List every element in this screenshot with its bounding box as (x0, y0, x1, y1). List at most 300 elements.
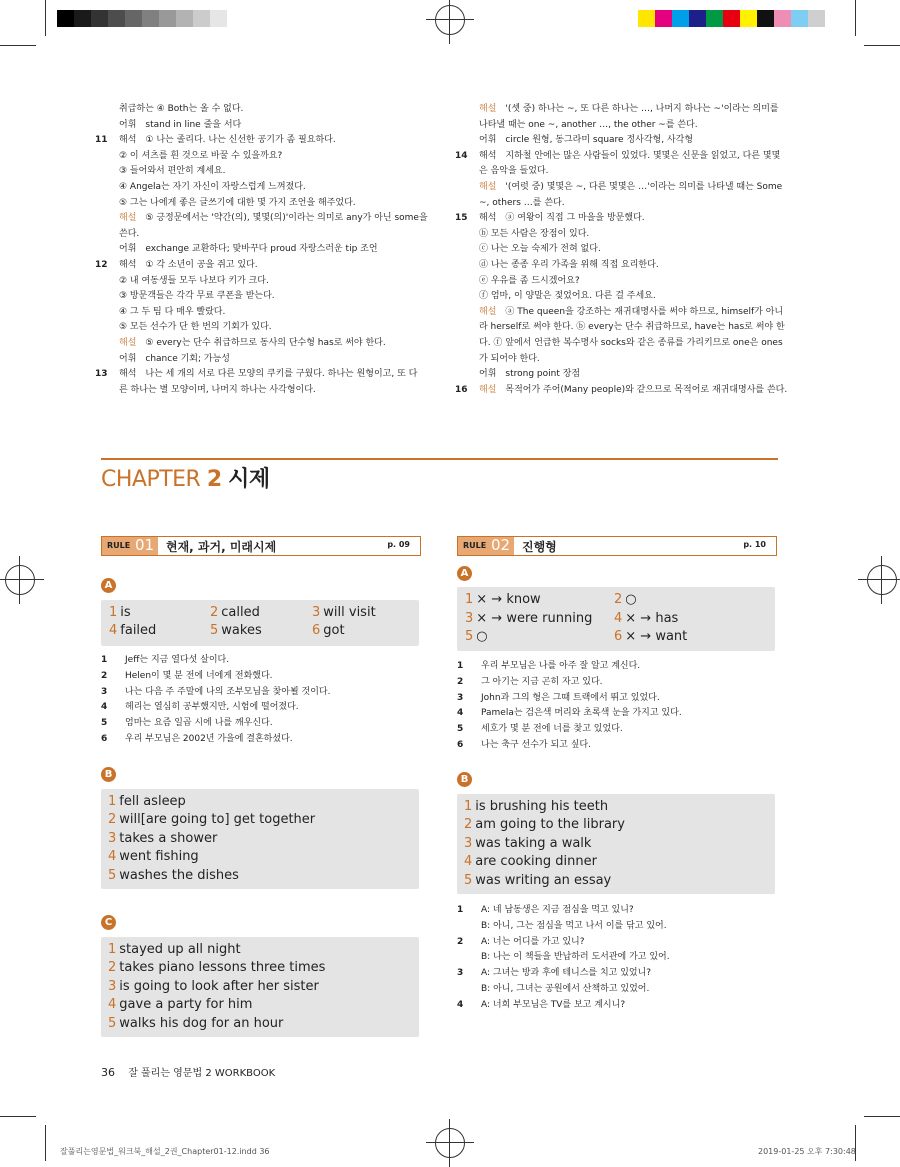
answer-text: 은 음악을 들었다. (479, 166, 549, 177)
translation-line (101, 669, 421, 685)
answer-number (455, 118, 479, 134)
answer-line (95, 320, 435, 336)
item-number: 1 (465, 592, 474, 607)
registration-mark (867, 565, 897, 595)
translation-number: 2 (457, 676, 464, 687)
item-text: went fishing (119, 849, 199, 865)
color-swatch (57, 10, 74, 27)
answer-tag: 해석 (479, 150, 497, 161)
answer-text: 다. ⓕ 앞에서 언급한 복수명사 socks와 같은 종류를 가리키므로 one은 ones (479, 337, 783, 348)
answer-text: '(여럿 중) 몇몇은 ~, 다른 몇몇은 …'이라는 의미를 나타낼 때는 Some (505, 181, 783, 192)
translation-number: 6 (101, 733, 108, 744)
rule2-b-translations (457, 903, 777, 1014)
color-swatch (655, 10, 672, 27)
answer-line (455, 383, 788, 399)
answer-line (455, 258, 785, 274)
answer-item (312, 605, 376, 620)
answer-text: exchange 교환하다; 맞바꾸다 proud 자랑스러운 tip 조언 (145, 244, 378, 255)
book-title: 잘 풀리는 영문법 2 WORKBOOK (128, 1068, 276, 1079)
answer-line (455, 320, 785, 336)
answer-number (455, 196, 479, 212)
rule-number: 01 (135, 536, 155, 554)
item-number: 5 (108, 1015, 117, 1031)
answer-line (95, 133, 435, 149)
answer-text: ② 내 여동생들 모두 나보다 키가 크다. (119, 275, 269, 286)
translation-line (101, 653, 421, 669)
answer-item (108, 942, 241, 957)
translation-number: 3 (457, 968, 464, 979)
translation-line (457, 738, 777, 754)
item-number: 2 (108, 960, 117, 976)
answer-number: 13 (95, 369, 108, 380)
answer-number (95, 320, 119, 336)
translation-text: 세호가 몇 분 전에 너를 찾고 있었다. (481, 724, 623, 735)
answer-line (455, 274, 785, 290)
registration-mark (435, 5, 465, 35)
answer-line (95, 149, 435, 165)
translation-number: 1 (457, 661, 464, 671)
answer-number (455, 258, 479, 274)
answer-line (95, 118, 435, 134)
answer-line (95, 242, 435, 258)
answer-text: 쓴다. (119, 228, 140, 239)
color-swatch (125, 10, 142, 27)
chapter-heading (101, 462, 270, 493)
grayscale-swatch-strip (57, 10, 227, 27)
answer-number (95, 180, 119, 196)
answer-tag: 어휘 (119, 353, 137, 364)
answer-line (455, 336, 785, 352)
answer-line (455, 196, 785, 212)
translation-text: A: 그녀는 방과 후에 테니스를 치고 있었니? (481, 968, 652, 979)
translation-line (101, 732, 421, 748)
item-text: called (221, 605, 260, 620)
answer-line (95, 383, 435, 399)
item-number: 2 (464, 817, 473, 833)
answer-item (108, 960, 325, 975)
answer-text: ⓔ 우유를 좀 드시겠어요? (479, 275, 580, 286)
answer-text: chance 기회; 가능성 (145, 353, 230, 364)
color-swatch (757, 10, 774, 27)
answer-number (95, 149, 119, 165)
item-number: 5 (210, 623, 219, 638)
answer-text: 취급하는 ④ Both는 올 수 없다. (119, 104, 244, 114)
chapter-number: 2 (206, 467, 222, 492)
section-b-marker: B (101, 767, 116, 782)
section-a-marker: A (101, 578, 116, 593)
color-swatch (706, 10, 723, 27)
answer-number (95, 211, 119, 227)
translation-text: John과 그의 형은 그때 트랙에서 뛰고 있었다. (481, 692, 660, 703)
item-number: 4 (108, 997, 117, 1013)
answer-item (109, 605, 131, 620)
answer-line (455, 180, 785, 196)
rule-number: 02 (491, 536, 511, 554)
item-number: 3 (464, 835, 473, 851)
answer-text: ⑤ every는 단수 취급하므로 동사의 단수형 has로 써야 한다. (145, 337, 386, 348)
answer-item (464, 854, 597, 869)
answer-number (95, 383, 119, 399)
answer-line (95, 367, 435, 383)
rule2-b-answer-box (457, 794, 775, 894)
item-text: is (120, 605, 131, 620)
answer-text: 라 herself로 써야 한다. ⓑ every는 단수 취급하므로, have는 has로 써야 한 (479, 322, 785, 333)
answer-number: 12 (95, 259, 108, 270)
answer-number (95, 118, 119, 134)
answer-tag: 어휘 (119, 119, 137, 130)
answer-text: 나타낼 때는 one ~, another …, the other ~를 쓴다. (479, 119, 698, 130)
rule-label: RULE (107, 541, 131, 550)
translation-text: 나는 다음 주 주말에 나의 조부모님을 찾아뵐 것이다. (125, 686, 331, 697)
rule1-a-answer-box (101, 600, 419, 646)
crop-mark (864, 45, 900, 46)
rule-02-header (457, 536, 777, 556)
item-number: 2 (108, 812, 117, 828)
answer-number (455, 227, 479, 243)
translation-text: 나는 축구 선수가 되고 싶다. (481, 739, 591, 750)
answer-tag: 해설 (479, 104, 497, 114)
rule-badge (102, 537, 158, 555)
translation-line (101, 700, 421, 716)
translation-number (457, 919, 481, 935)
answer-line (455, 211, 785, 227)
answer-line (95, 102, 435, 118)
answer-item (464, 873, 611, 888)
rule-title: 현재, 과거, 미래시제 (166, 540, 277, 554)
item-text: got (323, 623, 345, 638)
answer-number (455, 305, 479, 321)
answer-number: 16 (455, 384, 468, 395)
answer-number: 15 (455, 213, 468, 224)
section-a-marker: A (457, 566, 472, 581)
answer-item (614, 611, 678, 626)
translation-text: Pamela는 검은색 머리와 초록색 눈을 가지고 있다. (481, 708, 682, 719)
answer-item (210, 605, 260, 620)
print-timestamp: 2019-01-25 오후 7:30:48 (758, 1147, 856, 1156)
answer-tag: 해설 (119, 337, 137, 348)
translation-number: 5 (101, 718, 108, 729)
answer-text: '(셋 중) 하나는 ~, 또 다른 하나는 …, 나머지 하나는 ~'이라는 의미를 (505, 104, 779, 114)
answer-line (455, 118, 785, 134)
color-swatch (723, 10, 740, 27)
item-number: 1 (109, 605, 118, 620)
translation-line (457, 919, 777, 935)
item-number: 3 (108, 978, 117, 994)
translation-number: 2 (457, 936, 464, 947)
item-number: 4 (614, 610, 623, 626)
answer-line (95, 196, 435, 212)
translation-line (457, 935, 777, 951)
answer-number (95, 274, 119, 290)
answer-line (455, 352, 785, 368)
answer-number (455, 274, 479, 290)
answer-text: ⓑ 모든 사람은 장점이 있다. (479, 228, 590, 239)
answer-text: ⓐ The queen을 강조하는 재귀대명사를 써야 하므로, himself가 아니 (505, 306, 784, 317)
section-b-marker: B (457, 772, 472, 787)
answer-number (95, 352, 119, 368)
answer-item (312, 623, 345, 638)
color-swatch (774, 10, 791, 27)
translation-line (457, 675, 777, 691)
item-text: was writing an essay (475, 872, 612, 888)
translation-text: B: 아니, 그는 점심을 먹고 나서 이를 닦고 있어. (481, 920, 667, 931)
answer-item (464, 799, 608, 814)
translation-line (457, 950, 777, 966)
crop-mark (0, 45, 36, 46)
answer-number (95, 102, 119, 118)
answer-line (95, 305, 435, 321)
translation-line (457, 903, 777, 919)
rule2-a-answer-box (457, 587, 775, 651)
item-number: 6 (614, 629, 623, 645)
item-text: are cooking dinner (475, 854, 597, 870)
item-text: is brushing his teeth (475, 799, 609, 814)
item-number: 5 (108, 867, 117, 883)
translation-text: 헤리는 열심히 공부했지만, 시험에 떨어졌다. (125, 702, 299, 713)
item-number: 5 (464, 872, 473, 888)
answer-item (465, 629, 488, 644)
translation-number: 2 (101, 670, 108, 681)
item-number: 4 (108, 849, 117, 865)
item-number: 1 (108, 794, 117, 809)
answer-line (455, 133, 785, 149)
answer-line (95, 289, 435, 305)
item-text: stayed up all night (119, 942, 241, 957)
item-text: will visit (323, 605, 376, 620)
answer-text: ⑤ 모든 선수가 단 한 번의 기회가 있다. (119, 322, 272, 333)
color-swatch (193, 10, 210, 27)
translation-line (457, 722, 777, 738)
item-text: × → want (625, 629, 688, 645)
page-footer (101, 1064, 275, 1079)
rule-page-ref: p. 09 (387, 540, 410, 549)
answer-line (455, 305, 785, 321)
answer-number (455, 352, 479, 368)
answer-text: ⓓ 나는 종종 우리 가족을 위해 직접 요리한다. (479, 259, 659, 270)
item-text: gave a party for him (119, 997, 253, 1013)
rule2-a-translations (457, 659, 777, 754)
answer-line (95, 180, 435, 196)
answer-tag: 해설 (479, 384, 497, 395)
answer-line (455, 164, 785, 180)
item-text: walks his dog for an hour (119, 1015, 284, 1031)
answer-line (95, 227, 435, 243)
answer-line (95, 352, 435, 368)
answer-tag: 해석 (119, 135, 137, 146)
color-swatch (808, 10, 825, 27)
answer-number (95, 305, 119, 321)
answer-tag: 어휘 (479, 135, 497, 146)
color-swatch (108, 10, 125, 27)
chapter-title: 시제 (228, 467, 270, 492)
answer-item (108, 794, 186, 809)
item-text: ○ (625, 592, 637, 607)
answer-item (108, 979, 319, 994)
answer-number (455, 164, 479, 180)
item-text: × → know (476, 592, 541, 607)
answer-text: ① 나는 졸리다. 나는 신선한 공기가 좀 필요하다. (145, 135, 336, 146)
answer-number (95, 242, 119, 258)
answer-tag: 해설 (479, 181, 497, 192)
answer-tag: 해석 (119, 259, 137, 270)
translation-line (457, 982, 777, 998)
translation-number (457, 982, 481, 998)
crop-mark (45, 0, 46, 36)
answer-item (614, 592, 637, 607)
color-swatch (176, 10, 193, 27)
item-number: 3 (465, 610, 474, 626)
answer-text: ⓕ 엄마, 이 양말은 젖었어요. 다른 걸 주세요. (479, 291, 656, 302)
rule1-c-answer-box (101, 937, 419, 1037)
answer-text: ② 이 셔츠를 흰 것으로 바꿀 수 있을까요? (119, 150, 283, 161)
answer-text: ① 각 소년이 공을 쥐고 있다. (145, 259, 258, 270)
color-swatch (638, 10, 655, 27)
answer-number (95, 227, 119, 243)
answer-item (108, 831, 217, 846)
translation-text: B: 아니, 그녀는 공원에서 산책하고 있었어. (481, 983, 650, 994)
crop-mark (0, 1116, 36, 1117)
answer-text: ⑤ 그는 나에게 좋은 글쓰기에 대한 몇 가지 조언을 해주었다. (119, 197, 356, 208)
answer-tag: 어휘 (479, 369, 497, 380)
answer-column-right (455, 102, 788, 398)
item-number: 4 (109, 623, 118, 638)
translation-number: 1 (101, 655, 108, 665)
answer-number (95, 289, 119, 305)
answer-number (455, 242, 479, 258)
item-number: 2 (210, 605, 219, 620)
answer-text: ③ 방문객들은 각각 무료 쿠폰을 받는다. (119, 291, 275, 302)
answer-tag: 해설 (119, 213, 137, 224)
translation-text: A: 너는 어디를 가고 있니? (481, 936, 585, 947)
translation-text: B: 나는 이 책들을 반납하러 도서관에 가고 있어. (481, 952, 670, 963)
answer-text: ③ 들어와서 편안히 계세요. (119, 166, 226, 177)
item-number: 1 (464, 799, 473, 814)
answer-item (614, 629, 687, 644)
rule-badge (458, 537, 514, 555)
color-swatch-strip (638, 10, 825, 27)
rule-title: 진행형 (522, 540, 557, 554)
answer-line (95, 336, 435, 352)
translation-text: Jeff는 지금 열다섯 살이다. (125, 655, 230, 665)
rule-page-ref: p. 10 (743, 540, 766, 549)
answer-item (108, 997, 252, 1012)
answer-column-left (95, 102, 435, 398)
rule-01-header (101, 536, 421, 556)
answer-item (465, 592, 541, 607)
answer-line (95, 274, 435, 290)
answer-item (108, 1016, 283, 1031)
rule1-a-translations (101, 653, 421, 748)
rule-label: RULE (463, 541, 487, 550)
color-swatch (210, 10, 227, 27)
answer-text: ⑤ 긍정문에서는 '약간(의), 몇몇(의)'이라는 의미로 any가 아닌 some을 (145, 213, 428, 224)
translation-line (101, 685, 421, 701)
answer-text: 나는 세 개의 서로 다른 모양의 쿠키를 구웠다. 하나는 원형이고, 또 다 (145, 369, 418, 380)
translation-text: A: 네 남동생은 지금 점심을 먹고 있니? (481, 905, 634, 915)
answer-item (109, 623, 156, 638)
translation-line (457, 966, 777, 982)
answer-number (455, 180, 479, 196)
translation-number: 4 (457, 999, 464, 1010)
item-number: 6 (312, 623, 321, 638)
answer-text: ~, others …를 쓴다. (479, 197, 565, 208)
answer-number (455, 133, 479, 149)
color-swatch (142, 10, 159, 27)
translation-line (457, 691, 777, 707)
answer-item (108, 849, 199, 864)
crop-mark (855, 0, 856, 36)
translation-text: A: 너희 부모님은 TV를 보고 계시니? (481, 999, 626, 1010)
translation-text: 엄마는 요즘 일곱 시에 나를 깨우신다. (125, 718, 273, 729)
item-number: 5 (465, 629, 474, 645)
item-text: will[are going to] get together (119, 812, 316, 828)
color-swatch (791, 10, 808, 27)
item-number: 4 (464, 854, 473, 870)
answer-number: 11 (95, 135, 108, 146)
answer-text: stand in line 줄을 서다 (145, 119, 242, 130)
answer-text: ④ 그 두 팀 다 매우 빨랐다. (119, 306, 226, 317)
answer-line (455, 227, 785, 243)
translation-text: 우리 부모님은 2002년 가을에 결혼하셨다. (125, 733, 293, 744)
answer-text: strong point 장점 (505, 369, 581, 380)
answer-tag: 어휘 (119, 244, 137, 255)
translation-line (101, 716, 421, 732)
section-c-marker: C (101, 915, 116, 930)
crop-mark (864, 1116, 900, 1117)
answer-text: 른 하나는 별 모양이며, 나머지 하나는 사각형이다. (119, 384, 316, 395)
answer-number (455, 320, 479, 336)
translation-number: 3 (457, 692, 464, 703)
answer-item (108, 812, 315, 827)
rule1-b-answer-box (101, 789, 419, 889)
answer-text: 목적어가 주어(Many people)와 같으므로 목적어로 재귀대명사를 쓴다. (505, 384, 788, 395)
answer-line (455, 367, 785, 383)
answer-number (455, 289, 479, 305)
answer-line (95, 211, 435, 227)
item-text: takes piano lessons three times (119, 960, 326, 976)
item-text: washes the dishes (119, 867, 239, 883)
item-number: 1 (108, 942, 117, 957)
answer-line (455, 149, 785, 165)
crop-mark (45, 1125, 46, 1161)
item-text: failed (120, 623, 157, 638)
item-text: am going to the library (475, 817, 625, 833)
translation-line (457, 998, 777, 1014)
answer-number (95, 336, 119, 352)
answer-line (95, 164, 435, 180)
translation-line (457, 706, 777, 722)
answer-number (455, 336, 479, 352)
answer-number (455, 367, 479, 383)
color-swatch (74, 10, 91, 27)
answer-line (455, 289, 785, 305)
translation-number: 3 (101, 686, 108, 697)
answer-text: ⓐ 여왕이 직접 그 마을을 방문했다. (505, 213, 645, 224)
answer-text: 지하철 안에는 많은 사람들이 있었다. 몇몇은 신문을 읽었고, 다른 몇몇 (505, 150, 781, 161)
translation-number: 4 (457, 708, 464, 719)
item-text: ○ (476, 629, 488, 645)
answer-item (108, 868, 239, 883)
item-text: fell asleep (119, 794, 186, 809)
translation-line (457, 659, 777, 675)
item-text: wakes (221, 623, 262, 638)
translation-number: 4 (101, 702, 108, 713)
color-swatch (740, 10, 757, 27)
item-text: is going to look after her sister (119, 978, 319, 994)
color-swatch (91, 10, 108, 27)
item-text: × → has (625, 610, 679, 626)
registration-mark (435, 1128, 465, 1158)
